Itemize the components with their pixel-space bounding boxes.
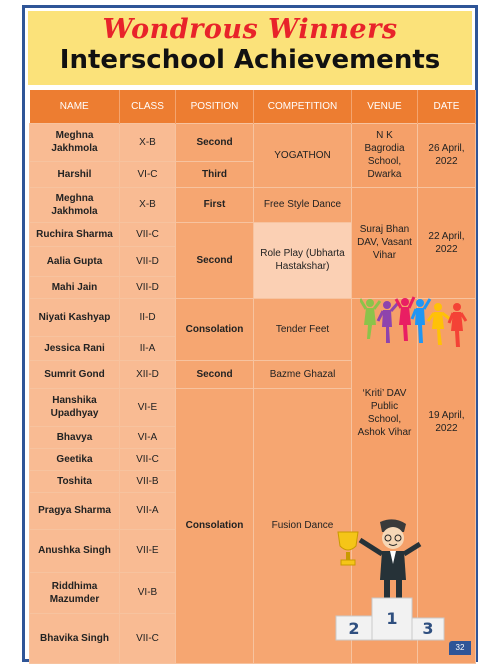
podium-second-label: 2 bbox=[348, 619, 360, 638]
trophy-icon bbox=[338, 532, 358, 565]
cell-class: VII-B bbox=[120, 470, 176, 492]
cell-class: VII-C bbox=[120, 222, 176, 246]
cell-date: 26 April, 2022 bbox=[418, 123, 476, 187]
cell-class: VI-B bbox=[120, 572, 176, 613]
cell-position: Third bbox=[176, 161, 254, 187]
cell-class: II-D bbox=[120, 298, 176, 336]
column-header-position: POSITION bbox=[176, 90, 254, 123]
cell-competition: YOGATHON bbox=[254, 123, 352, 187]
cell-class: VII-C bbox=[120, 613, 176, 663]
column-header-name: NAME bbox=[30, 90, 120, 123]
cell-venue: Suraj Bhan DAV, Vasant Vihar bbox=[352, 187, 418, 298]
cell-name: Anushka Singh bbox=[30, 529, 120, 572]
cell-name: Mahi Jain bbox=[30, 276, 120, 298]
cell-venue: N K Bagrodia School, Dwarka bbox=[352, 123, 418, 187]
cell-date: 19 April, 2022 bbox=[418, 298, 476, 663]
cell-name: Geetika bbox=[30, 448, 120, 470]
cell-class: VII-C bbox=[120, 448, 176, 470]
column-header-competition: COMPETITION bbox=[254, 90, 352, 123]
cell-name: Toshita bbox=[30, 470, 120, 492]
column-header-venue: VENUE bbox=[352, 90, 418, 123]
cell-class: X-B bbox=[120, 187, 176, 222]
boy-character-icon bbox=[360, 519, 420, 598]
table-header-row bbox=[30, 90, 476, 123]
cell-position: Consolation bbox=[176, 298, 254, 360]
cell-class: VII-D bbox=[120, 276, 176, 298]
cell-competition: Fusion Dance bbox=[254, 388, 352, 663]
cell-class: VI-E bbox=[120, 388, 176, 426]
cell-name: Bhavya bbox=[30, 426, 120, 448]
cell-class: X-B bbox=[120, 123, 176, 161]
cell-name: Hanshika Upadhyay bbox=[30, 388, 120, 426]
table-row bbox=[30, 123, 476, 161]
cell-name: Harshil bbox=[30, 161, 120, 187]
cell-position: Second bbox=[176, 123, 254, 161]
winner-podium-illustration bbox=[332, 518, 448, 646]
cell-competition: Bazme Ghazal bbox=[254, 360, 352, 388]
cell-class: VI-C bbox=[120, 161, 176, 187]
column-header-class: CLASS bbox=[120, 90, 176, 123]
cell-name: Meghna Jakhmola bbox=[30, 187, 120, 222]
cell-class: VII-A bbox=[120, 492, 176, 529]
podium-third-label: 3 bbox=[422, 619, 434, 638]
cell-name: Aalia Gupta bbox=[30, 246, 120, 276]
cell-name: Niyati Kashyap bbox=[30, 298, 120, 336]
cell-competition: Free Style Dance bbox=[254, 187, 352, 222]
cell-position: First bbox=[176, 187, 254, 222]
cell-date: 22 April, 2022 bbox=[418, 187, 476, 298]
cell-position: Second bbox=[176, 360, 254, 388]
cell-name: Bhavika Singh bbox=[30, 613, 120, 663]
podium-icon bbox=[336, 598, 444, 640]
page-number: 32 bbox=[449, 641, 471, 655]
column-header-date: DATE bbox=[418, 90, 476, 123]
cell-name: Sumrit Gond bbox=[30, 360, 120, 388]
cell-name: Jessica Rani bbox=[30, 336, 120, 360]
cell-competition: Tender Feet bbox=[254, 298, 352, 360]
cell-venue: ‘Kriti’ DAV Public School, Ashok Vihar bbox=[352, 298, 418, 663]
cell-name: Meghna Jakhmola bbox=[30, 123, 120, 161]
cell-position: Consolation bbox=[176, 388, 254, 663]
table-row bbox=[30, 187, 476, 222]
cell-name: Ruchira Sharma bbox=[30, 222, 120, 246]
cell-class: II-A bbox=[120, 336, 176, 360]
cell-class: VII-E bbox=[120, 529, 176, 572]
page-title-script: Wondrous Winners bbox=[102, 14, 398, 45]
podium-first-label: 1 bbox=[386, 609, 398, 628]
page-title: Interschool Achievements bbox=[59, 45, 441, 75]
header-banner bbox=[28, 11, 472, 85]
cell-competition: Role Play (Ubharta Hastakshar) bbox=[254, 222, 352, 298]
cell-position: Second bbox=[176, 222, 254, 298]
dancing-kids-icon bbox=[360, 295, 468, 351]
cell-class: XII-D bbox=[120, 360, 176, 388]
cell-class: VI-A bbox=[120, 426, 176, 448]
cell-name: Pragya Sharma bbox=[30, 492, 120, 529]
cell-name: Riddhima Mazumder bbox=[30, 572, 120, 613]
cell-class: VII-D bbox=[120, 246, 176, 276]
